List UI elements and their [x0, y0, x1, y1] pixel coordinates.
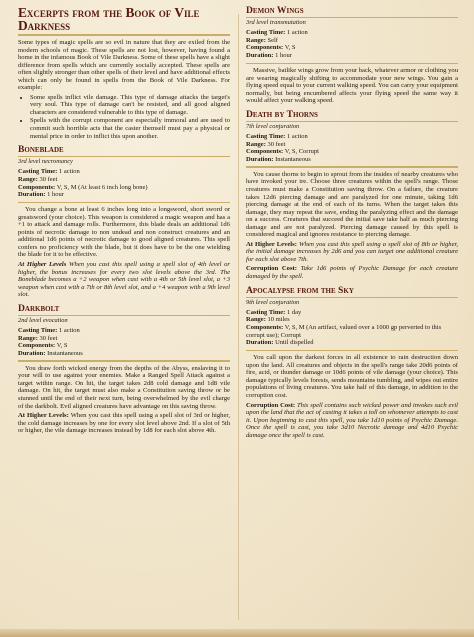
spell-corruption-cost: Corruption Cost: Take 1d6 points of Psychic Damage for each creature damaged by the spell.	[246, 265, 458, 280]
spell-description: You cause thorns to begin to sprout from the insides of nearby creatures who have invoked your ire. Choose three creatures within the spell's range. Those creatures must make a Constitution saving throw. On a failure, the creature takes 12d6 piercing damage and are paralyzed for one minute, taking 1d6 piercing damage at the end of each of its turns. When the target takes this damage, they may repeat the save, ending the paralyzing effect and the damage on a success. Creatures that succeed the initial save take half as much piercing damage and are not paralyzed. Piercing damage caused by this spell is considered magical and ignores resistance to piercing damage.	[246, 170, 458, 239]
spell-components: Components: V, S, Corrupt	[246, 148, 319, 156]
spell-description: You change a bone at least 6 inches long into a longsword, short sword or greatsword (your choice). This weapon is considered a magic weapon and has a +1 to attack and damage rolls. Furthermore, this blade deals an additional 1d6 points of necrotic damage to non undead and non construct creatures and an additional 1d6 points of necrotic damage to good aligned creatures. This spell confers no proficiency with the blade, but it does have to be the one wielding the blade for it to be effective.	[18, 206, 230, 259]
spell-level: 3rd level necromancy	[18, 158, 73, 166]
spell-corruption-cost: Corruption Cost: This spell contains such wicked power and invokes such evil upon the land that the act of casting it takes a toll on whomever attempts to cast it. Upon beginning to cast this spell, you take 1d10 points of Psychic Damage. Once the spell is cast, you take 3d10 Necrotic damage and 4d10 Psychic damage once the spell is cast.	[246, 401, 459, 439]
intro-text: Some types of magic spells are so evil in nature that they are exiled from the modern schools of magic. These spells are not lost, however, having found a home in the infamous Book of Vile Darkness. Some of these spells have a slight difference from spells which are currently socially accepted. These spells are often slightly stronger than other spells of their level and have additional effects which can only be found in spells from the Book of Vile Darkness. For example:	[18, 39, 230, 92]
spell-casting-time: Casting Time: 1 day	[246, 308, 302, 316]
right-column	[246, 6, 458, 441]
spell-level: 7th level conjuration	[246, 122, 300, 130]
spell-description: You draw forth wicked energy from the depths of the Abyss, enslaving it to your will to use against your enemies. Make a Ranged Spell Attack against a target within range. On hit, the target takes 2d8 cold damage and 1d8 vile damage. On hit, the target must also make a Constitution saving throw or be stunned until the end of their next turn, being overwhelmed by the evil charge of the darkbolt. Evil aligned creatures have advantage on this saving throw.	[18, 364, 230, 410]
spell-casting-time: Casting Time: 1 action	[246, 133, 308, 141]
spell-range: Range: 10 miles	[246, 316, 290, 324]
spell-components: Components: V, S, M (At least 6 inch long bone)	[18, 183, 148, 191]
spell-title-darkbolt: Darkbolt	[18, 304, 230, 316]
spell-range: Range: 30 feet	[246, 140, 286, 148]
spell-duration: Duration: Instantaneous	[18, 349, 83, 357]
spell-description: You call upon the darkest forces in all existence to rain destruction down upon the land. All creatures and objects in the spell's range take 20d6 points of fire, acid, or thunder damage or 10d6 points of vile damage (your choice). This damage typically levels forests, sends mountains tumbling, and wipes out entire populations of living creatures. You take half of this damage, in addition to the corruption cost.	[246, 354, 458, 399]
spell-range: Range: 30 feet	[18, 334, 58, 342]
spell-rule	[18, 202, 230, 204]
spell-rule	[18, 360, 230, 362]
rules-list-item: • Some spells inflict vile damage. This type of damage attacks the target's very soul. This type of damage can't be resisted, and all good aligned characters are considered vulnerable to this type of damage.	[30, 94, 230, 117]
spell-components: Components: V, S, M (An artifact, valued over a 1000 gp perverted to this corrupt use); Corrupt	[246, 323, 442, 339]
spell-higher-levels: At Higher Levels When you cast this spell using a spell slot of 4th level or higher, the bonus increases for every two slot levels above the 3rd. The Boneblade becomes a +2 weapon when cast with a 4th or 5th level slot, a +3 weapon when cast with a 7th or 8th level slot, and a +4 weapon with a 9th level slot.	[18, 261, 231, 299]
spell-title-demon-wings: Demon Wings	[246, 6, 458, 18]
spell-components: Components: V, S	[18, 342, 68, 350]
spell-casting-time: Casting Time: 1 action	[246, 29, 308, 37]
spell-casting-time: Casting Time: 1 action	[18, 168, 80, 176]
spell-duration: Duration: 1 hour	[246, 51, 292, 59]
intro	[18, 39, 230, 140]
spell-components: Components: V, S	[246, 44, 296, 52]
spell-duration: Duration: 1 hour	[18, 191, 64, 199]
spell-duration: Duration: Instantaneous	[246, 155, 311, 163]
spell-duration: Duration: Until dispelled	[246, 339, 314, 347]
column-divider	[238, 14, 239, 620]
page-footer-bar	[0, 629, 474, 637]
rules-list-item: • Spells with the corrupt component are especially immoral and are used to commit such horrible acts that the caster themself must pay a physical or mental price in order to inflict this upon another.	[30, 117, 230, 140]
spell-level: 3rd level transmutation	[246, 19, 306, 26]
spell-title-boneblade: Boneblade	[18, 145, 230, 157]
spell-casting-time: Casting Time: 1 action	[18, 326, 80, 334]
spell-range: Range: Self	[246, 36, 278, 44]
spell-range: Range: 30 feet	[18, 175, 58, 183]
spell-level: 2nd level evocation	[18, 316, 68, 324]
spell-higher-levels: At Higher Levels: When you cast this spell using a spell slot of 8th or higher, the initial damage increases by 2d6 and you can target one additional creature for each slot above 7th.	[246, 240, 458, 263]
page-title: Excerpts from the Book of Vile Darkness	[18, 6, 230, 36]
spell-higher-levels: At Higher Levels: When you cast this spell using a spell slot of 3rd or higher, the cold damage increases by one for every slot level above 2nd. If a slot of 5th or higher, the vile damage increases instead by 1d8 for each slot above 4th.	[18, 412, 230, 435]
spell-rule	[246, 166, 458, 168]
spell-level: 9th level conjuration	[246, 298, 300, 306]
rules-list	[18, 94, 230, 140]
spell-description: Massive, batlike wings grow from your back, whatever armor or clothing you are wearing magically shifting to accommodate your new wings. You gain a flying speed equal to your current walking speed. You can carry your equipment normally, but being encumbered affects your flying speed the same way it would affect your walking speed.	[246, 67, 458, 105]
spell-title-death-by-thorns: Death by Thorns	[246, 110, 458, 122]
spell-rule	[246, 350, 458, 352]
spell-rule	[246, 63, 458, 65]
left-column	[18, 6, 230, 437]
spell-title-apocalypse-from-the-sky: Apocalypse from the Sky	[246, 286, 458, 298]
